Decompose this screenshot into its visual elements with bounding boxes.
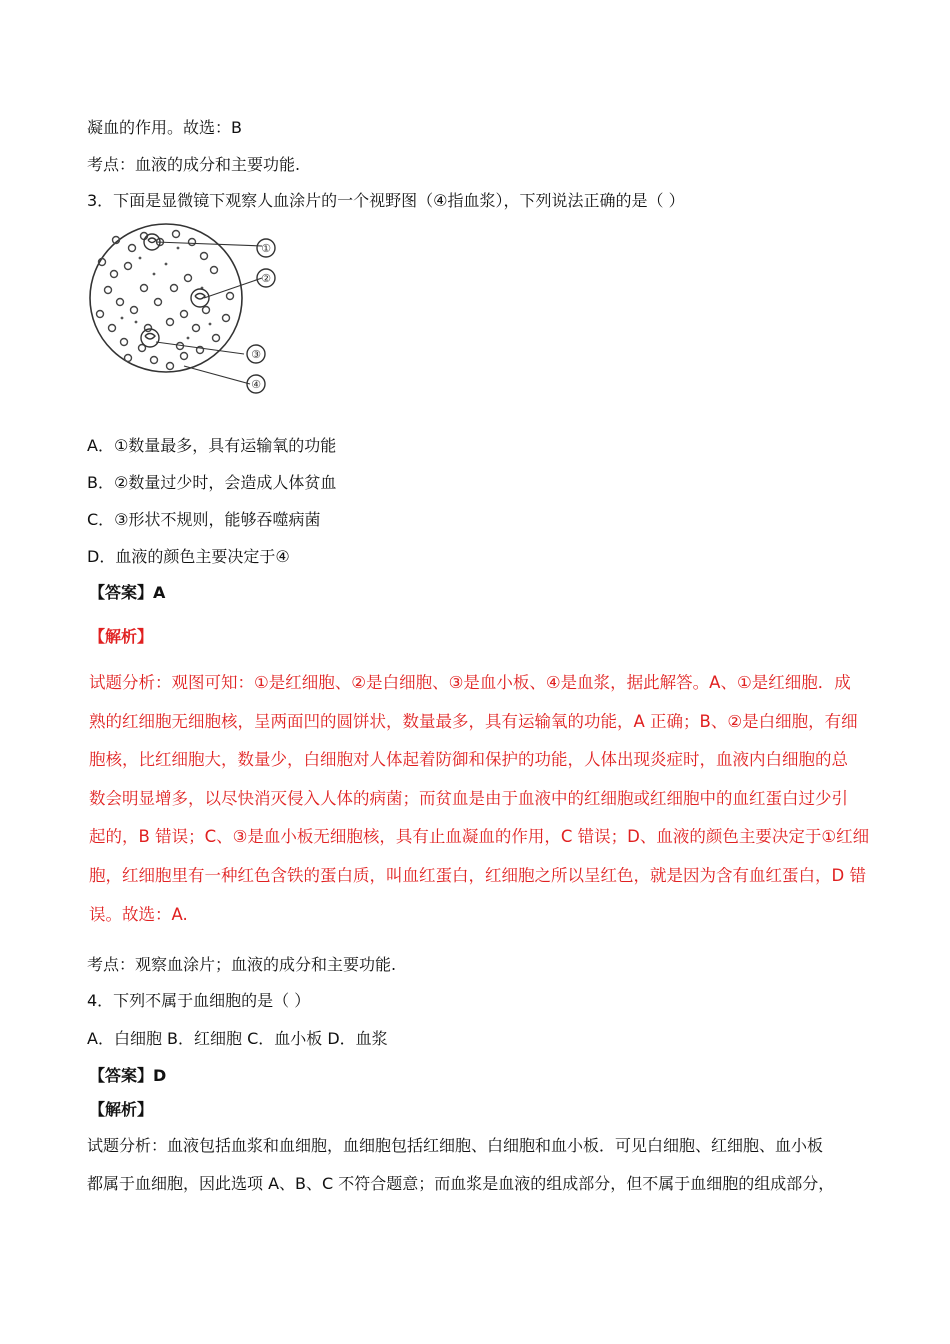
question-4-options: A．白细胞 B．红细胞 C．血小板 D．血浆 [87, 1029, 388, 1048]
red-blood-cells [97, 231, 234, 370]
analysis-4-line-2: 都属于血细胞，因此选项 A、B、C 不符合题意；而血浆是血液的组成部分，但不属于血细胞的组成部分， [87, 1174, 835, 1193]
answer-3: 【答案】A [89, 583, 166, 602]
text-line: 凝血的作用。故选：B [87, 118, 242, 137]
option-d: D．血液的颜色主要决定于④ [87, 547, 290, 566]
analysis-line: 试题分析：观图可知：①是红细胞、②是白细胞、③是血小板、④是血浆，据此解答。A、①是红细胞．成 [89, 673, 851, 692]
knowledge-point: 考点：血液的成分和主要功能. [87, 155, 301, 174]
analysis-paragraph-3 [89, 664, 879, 934]
answer-4: 【答案】D [89, 1066, 167, 1085]
analysis-line: 误。故选：A. [89, 904, 188, 924]
blood-smear-figure [84, 218, 284, 403]
field-of-view-circle [90, 224, 242, 372]
analysis-line: 胞核，比红细胞大，数量少，白细胞对人体起着防御和保护的功能，人体出现炎症时，血液内白细胞的总 [89, 750, 848, 770]
analysis-4-line-1: 试题分析：血液包括血浆和血细胞，血细胞包括红细胞、白细胞和血小板．可见白细胞、红细胞、血小板 [87, 1136, 824, 1155]
analysis-title-3: 【解析】 [89, 627, 154, 646]
analysis-title-4: 【解析】 [89, 1100, 154, 1119]
question-4: 4．下列不属于血细胞的是（ ） [87, 991, 311, 1010]
label-1: ① [261, 242, 271, 255]
analysis-line: 熟的红细胞无细胞核，呈两面凹的圆饼状，数量最多，具有运输氧的功能，A 正确；B、②是白细胞，有细 [89, 711, 858, 731]
label-4: ④ [251, 378, 261, 391]
label-2: ② [261, 272, 271, 285]
knowledge-point-3: 考点：观察血涂片；血液的成分和主要功能. [87, 955, 397, 974]
analysis-line: 胞，红细胞里有一种红色含铁的蛋白质，叫血红蛋白，红细胞之所以呈红色，就是因为含有血红蛋白，D 错 [89, 865, 866, 885]
option-a: A．①数量最多，具有运输氧的功能 [87, 436, 337, 455]
label-3: ③ [251, 348, 261, 361]
analysis-line: 起的，B 错误；C、③是血小板无细胞核，具有止血凝血的作用，C 错误；D、血液的颜色主要决定于①红细 [89, 827, 870, 847]
option-b: B．②数量过少时，会造成人体贫血 [87, 473, 337, 492]
analysis-line: 数会明显增多，以尽快消灭侵入人体的病菌；而贫血是由于血液中的红细胞或红细胞中的血红蛋白过少引 [89, 788, 848, 808]
question-3: 3．下面是显微镜下观察人血涂片的一个视野图（④指血浆），下列说法正确的是（ ） [87, 191, 685, 210]
option-c: C．③形状不规则，能够吞噬病菌 [87, 510, 321, 529]
